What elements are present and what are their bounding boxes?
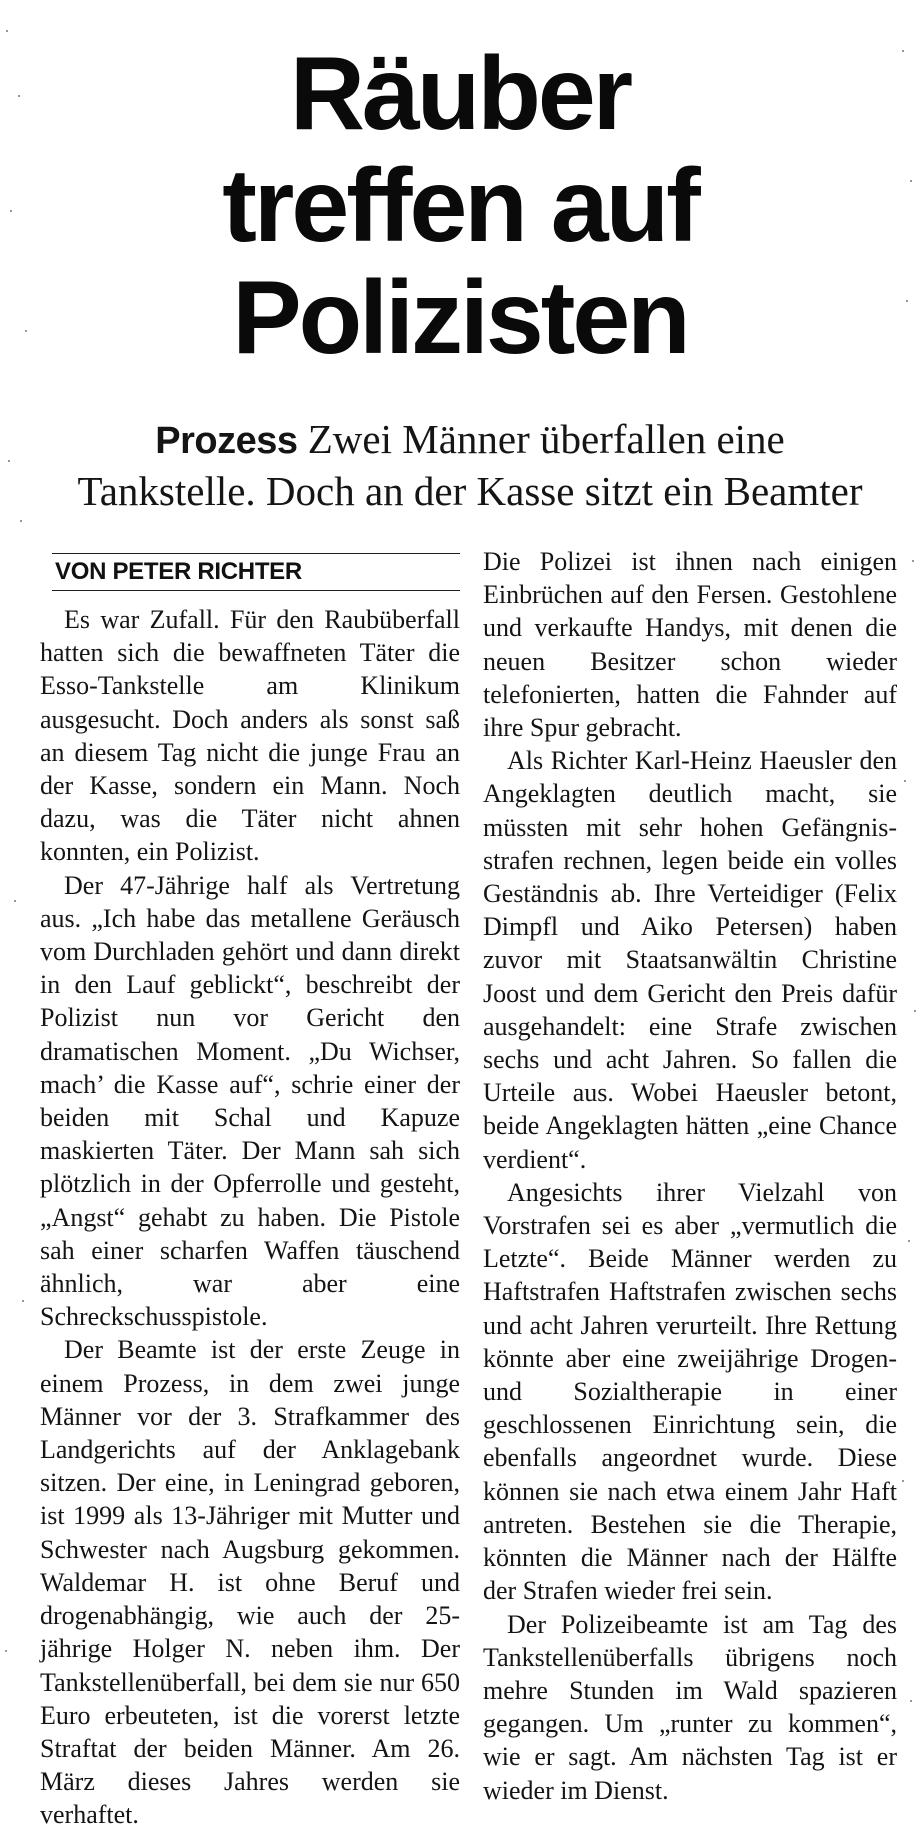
- body-paragraph: Der 47-Jährige half als Vertretung aus. „Ich habe das metallene Geräusch vom Durchladen gehört und dann direkt in den Lauf geblickt“, beschreibt der Polizist nun vor Gericht den dramatischen Moment. „Du Wichser, mach’ die Kasse auf“, schrie einer der beiden mit Schal und Kapuze maskierten Täter. Der Mann sah sich plötzlich in der Opferrolle und gesteht, „Angst“ gehabt zu haben. Die Pistole sah einer scharfen Waffen täuschend ähnlich, war aber eine Schreckschusspistole.: [40, 870, 460, 1332]
- body-paragraph: Als Richter Karl-Heinz Haeusler den Angeklagten deutlich macht, sie müssten mit sehr hohen Gefängnisstrafen rechnen, legen beide ein volles Geständnis ab. Ihre Verteidiger (Felix Dimpfl und Aiko Petersen) haben zuvor mit Staatsanwältin Christine Joost und dem Gericht den Preis dafür ausgehandelt: eine Strafe zwischen sechs und acht Jahren. So fallen die Urteile aus. Wobei Haeusler betont, beide Angeklagten hätten „eine Chance verdient“.: [483, 746, 897, 1174]
- article-column-right: [483, 545, 897, 1807]
- body-paragraph: Der Polizeibeamte ist am Tag des Tankstellenüberfalls übrigens noch mehre Stunden im Wald spazieren gegangen. Um „runter zu kommen“, wie er sagt. Am nächsten Tag ist er wieder im Dienst.: [483, 1609, 897, 1805]
- headline-line: Räuber: [289, 36, 631, 152]
- body-paragraph: Es war Zufall. Für den Raubüberfall hatten sich die bewaffneten Täter die Esso-Tankstelle am Klinikum ausgesucht. Doch anders als sonst saß an diesem Tag nicht die junge Frau an der Kasse, sondern ein Mann. Noch dazu, was die Täter nicht ahnen konnten, ein Polizist.: [40, 605, 460, 867]
- article-subheadline: [40, 414, 900, 516]
- subhead-kicker: Prozess: [155, 420, 298, 462]
- article-byline: VON PETER RICHTER: [55, 558, 302, 585]
- byline-divider-top: [52, 553, 460, 554]
- body-paragraph: Die Polizei ist ihnen nach einigen Einbrüchen auf den Fersen. Gestohlene und verkaufte Handys, mit denen die neuen Besitzer schon wieder telefonierten, hatten die Fahnder auf ihre Spur gebracht.: [483, 547, 897, 743]
- article-column-left: [40, 603, 460, 1832]
- article-headline: [0, 38, 920, 374]
- byline-divider-bottom: [52, 590, 460, 591]
- scan-noise-right: [898, 0, 920, 1784]
- headline-line: Polizisten: [232, 260, 688, 376]
- subhead-text-line2: Tankstelle. Doch an der Kasse sitzt ein Beamter: [77, 468, 863, 514]
- headline-line: treffen auf: [222, 148, 698, 264]
- body-paragraph: Angesichts ihrer Vielzahl von Vorstrafen sei es aber „vermutlich die Letzte“. Beide Männer werden zu Haftstrafen Haftstrafen zwischen sechs und acht Jahren verurteilt. Ihre Rettung könnte aber eine zweijährige Drogen- und Sozialtherapie in einer geschlossenen Einrichtung sein, die ebenfalls angeordnet wurde. Diese können sie nach etwa einem Jahr Haft antreten. Bestehen sie die Therapie, könnten die Männer nach der Hälfte der Strafen wieder frei sein.: [483, 1177, 897, 1606]
- scan-noise-left: [0, 0, 40, 1784]
- body-paragraph: Der Beamte ist der erste Zeuge in einem Prozess, in dem zwei junge Männer vor der 3. Strafkammer des Landgerichts auf der Anklagebank sitzen. Der eine, in Leningrad geboren, ist 1999 als 13-Jähriger mit Mutter und Schwester nach Augsburg gekommen. Waldemar H. ist ohne Beruf und drogenabhängig, wie auch der 25-jährige Holger N. neben ihm. Der Tankstellenüberfall, bei dem sie nur 650 Euro erbeuteten, ist die vorerst letzte Straftat der beiden Männer. Am 26. März dieses Jahres werden sie verhaftet.: [40, 1335, 460, 1830]
- subhead-text-line1: Zwei Männer überfallen eine: [307, 416, 785, 462]
